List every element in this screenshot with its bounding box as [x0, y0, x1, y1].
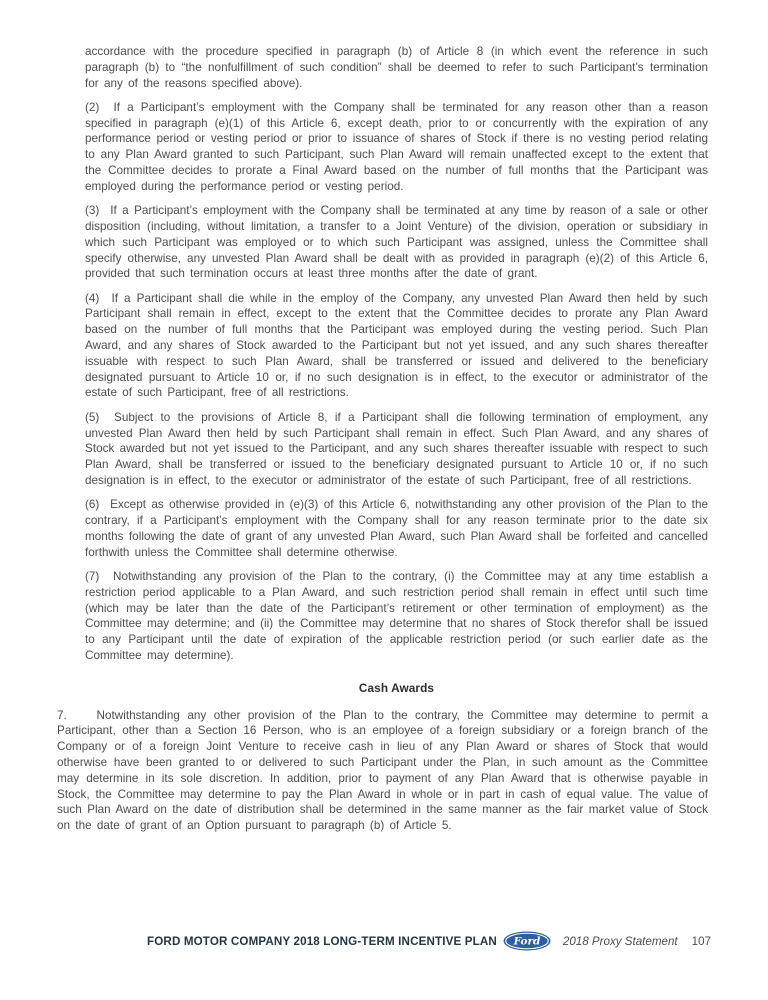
paragraph-6: (6) Except as otherwise provided in (e)(3) of this Article 6, notwithstanding any other provision of the Plan to the contrary, if a Participant’s employment with the Company shall for any reason terminate prior to the date six months following the date of grant of any unvested Plan Award, such Plan Award shall be forfeited and cancelled forthwith unless the Committee shall determine otherwise.	[85, 498, 708, 559]
footer-plan-title: FORD MOTOR COMPANY 2018 LONG-TERM INCENTIVE PLAN	[147, 934, 497, 948]
page-footer	[90, 931, 768, 951]
paragraph-3: (3) If a Participant’s employment with the Company shall be terminated at any time by reason of a sale or other disposition (including, without limitation, a transfer to a Joint Venture) of the division, operation or subsidiary in which such Participant was employed or to which such Participant was assigned, unless the Committee shall specify otherwise, any unvested Plan Award shall be dealt with as provided in paragraph (e)(2) of this Article 6, provided that such termination occurs at least three months after the date of grant.	[85, 204, 708, 281]
paragraph-4: (4) If a Participant shall die while in the employ of the Company, any unvested Plan Award then held by such Participant shall remain in effect, except to the extent that the Committee decides to prorate any Plan Award based on the number of full months that the Participant was employed during the vesting period. Such Plan Award, and any shares of Stock awarded to the Participant but not yet issued, and any such shares thereafter issuable with respect to such Plan Award, shall be transferred or issued and delivered to the beneficiary designated pursuant to Article 10 or, if no such designation is in effect, to the executor or administrator of the estate of such Participant, free of all restrictions.	[85, 291, 708, 400]
document-body	[57, 44, 708, 834]
paragraph-continuation: accordance with the procedure specified in paragraph (b) of Article 8 (in which event the reference in such paragraph (b) to “the nonfulfillment of such condition” shall be deemed to refer to such Participant’s termination for any of the reasons specified above).	[85, 45, 708, 90]
paragraph-7: (7) Notwithstanding any provision of the Plan to the contrary, (i) the Committee may at any time establish a restriction period applicable to a Plan Award, and such restriction period shall remain in effect until such time (which may be later than the date of the Participant’s retirement or other termination of employment) as the Committee may determine; and (ii) the Committee may determine that no shares of Stock therefor shall be issued to any Participant until the date of expiration of the applicable restriction period (or such earlier date as the Committee may determine).	[85, 569, 708, 662]
paragraph-2: (2) If a Participant’s employment with the Company shall be terminated for any reason other than a reason specified in paragraph (e)(1) of this Article 6, except death, prior to or concurrently with the expiration of any performance period or vesting period or prior to issuance of shares of Stock if there is no vesting period relating to any Plan Award granted to such Participant, such Plan Award will remain unaffected except to the extent that the Committee decides to prorate a Final Award based on the number of full months that the Participant was employed during the performance period or vesting period.	[85, 100, 708, 193]
paragraph-cash-awards-7: 7. Notwithstanding any other provision of the Plan to the contrary, the Committee may determine to permit a Participant, other than a Section 16 Person, who is an employee of a foreign subsidiary or a foreign branch of the Company or of a foreign Joint Venture to receive cash in lieu of any Plan Award or shares of Stock that would otherwise have been granted to or delivered to such Participant under the Plan, in such amount as the Committee may determine in its sole discretion. In addition, prior to payment of any Plan Award that is otherwise payable in Stock, the Committee may determine to pay the Plan Award in whole or in part in cash of equal value. The value of such Plan Award on the date of distribution shall be determined in the same manner as the fair market value of Stock on the date of grant of an Option pursuant to paragraph (b) of Article 5.	[57, 708, 708, 833]
ford-logo-icon	[503, 931, 551, 951]
ford-logo-text: Ford	[513, 935, 541, 948]
section-heading-cash-awards: Cash Awards	[358, 680, 435, 695]
footer-edition-label: 2018 Proxy Statement	[562, 934, 678, 948]
ford-oval-icon	[503, 931, 551, 951]
footer-page-number: 107	[691, 934, 711, 948]
paragraph-5: (5) Subject to the provisions of Article 8, if a Participant shall die following termination of employment, any unvested Plan Award then held by such Participant shall remain in effect. Such Plan Award, and any shares of Stock awarded but not yet issued to the Participant, and any such shares thereafter issuable with respect to such Plan Award, shall be transferred or issued to the beneficiary designated pursuant to Article 10 or, if no such designation is in effect, to the executor or administrator of the estate of such Participant, free of all restrictions.	[85, 410, 708, 487]
